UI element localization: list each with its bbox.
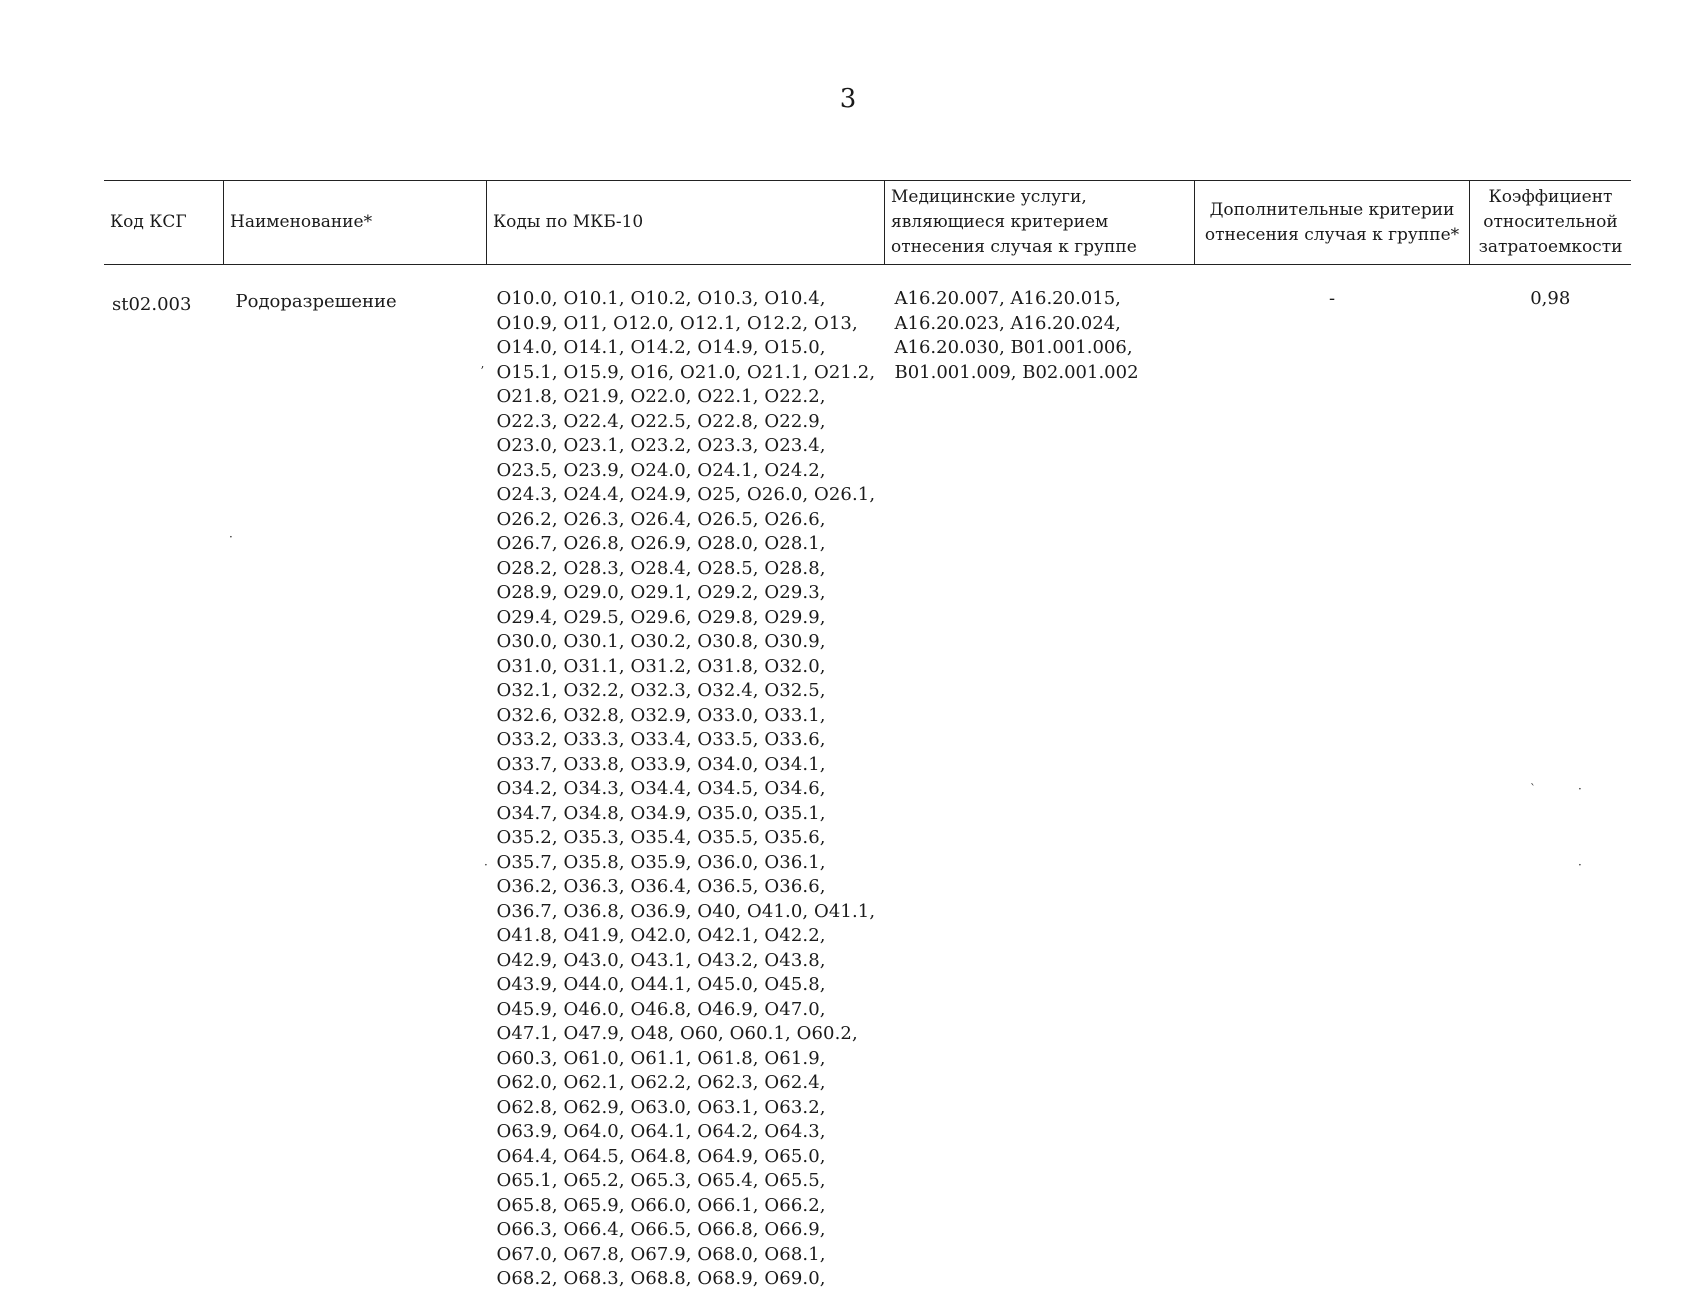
table-header-row xyxy=(104,181,1631,265)
ksg-table xyxy=(104,180,1631,1292)
header-services: Медицинские услуги, являющиеся критерием отнесения случая к группе xyxy=(885,181,1195,265)
header-code: Код КСГ xyxy=(104,181,224,265)
cell-code: st02.003 xyxy=(112,294,192,315)
page-number: 3 xyxy=(839,84,858,114)
header-coefficient: Коэффициент относительной затратоемкости xyxy=(1470,181,1632,265)
cell-services: A16.20.007, A16.20.015, A16.20.023, A16.20.024, A16.20.030, B01.001.006, B01.001.009, B02.001.002 xyxy=(894,288,1139,383)
cell-coefficient: 0,98 xyxy=(1530,288,1571,309)
scan-speck: ˋ xyxy=(1530,782,1536,796)
scan-speck: · xyxy=(229,530,233,544)
cell-name: Родоразрешение xyxy=(235,291,397,312)
ksg-table-container xyxy=(104,180,1623,1292)
scan-speck: ʼ xyxy=(480,364,484,378)
header-extra-criteria: Дополнительные критерии отнесения случая к группе* xyxy=(1195,181,1470,265)
scan-speck: · xyxy=(1578,782,1582,796)
header-mkb: Коды по МКБ-10 xyxy=(487,181,885,265)
scan-speck: · xyxy=(1578,858,1582,872)
header-name: Наименование* xyxy=(224,181,487,265)
cell-extra-criteria: - xyxy=(1328,288,1336,309)
scan-speck: · xyxy=(484,858,488,872)
table-row xyxy=(104,265,1631,1292)
cell-mkb-codes: О10.0, О10.1, О10.2, О10.3, О10.4, О10.9, О11, О12.0, О12.1, О12.2, О13, О14.0, О14.1, О14.2, О14.9, О15.0, О15.1, О15.9, О16, О21.0, О21.1, О21.2, О21.8, О21.9, О22.0, О22.1, О22.2, О22.3, О22.4, О22.5, О22.8, О22.9, О23.0, О23.1, О23.2, О23.3, О23.4, О23.5, О23.9, О24.0, О24.1, О24.2, О24.3, О24.4, О24.9, О25, О26.0, О26.1, О26.2, О26.3, О26.4, О26.5, О26.6, О26.7, О26.8, О26.9, О28.0, О28.1, О28.2, О28.3, О28.4, О28.5, О28.8, О28.9, О29.0, О29.1, О29.2, О29.3, О29.4, О29.5, О29.6, О29.8, О29.9, О30.0, О30.1, О30.2, О30.8, О30.9, О31.0, О31.1, О31.2, О31.8, О32.0, О32.1, О32.2, О32.3, О32.4, О32.5, О32.6, О32.8, О32.9, О33.0, О33.1, О33.2, О33.3, О33.4, О33.5, О33.6, О33.7, О33.8, О33.9, О34.0, О34.1, О34.2, О34.3, О34.4, О34.5, О34.6, О34.7, О34.8, О34.9, О35.0, О35.1, О35.2, О35.3, О35.4, О35.5, О35.6, О35.7, О35.8, О35.9, О36.0, О36.1, О36.2, О36.3, О36.4, О36.5, О36.6, О36.7, О36.8, О36.9, О40, О41.0, О41.1, О41.8, О41.9, О42.0, О42.1, О42.2, О42.9, О43.0, О43.1, О43.2, О43.8, О43.9, О44.0, О44.1, О45.0, О45.8, О45.9, О46.0, О46.8, О46.9, О47.0, О47.1, О47.9, О48, О60, О60.1, О60.2, О60.3, О61.0, О61.1, О61.8, О61.9, О62.0, О62.1, О62.2, О62.3, О62.4, О62.8, О62.9, О63.0, О63.1, О63.2, О63.9, О64.0, О64.1, О64.2, О64.3, О64.4, О64.5, О64.8, О64.9, О65.0, О65.1, О65.2, О65.3, О65.4, О65.5, О65.8, О65.9, О66.0, О66.1, О66.2, О66.3, О66.4, О66.5, О66.8, О66.9, О67.0, О67.8, О67.9, О68.0, О68.1, О68.2, О68.3, О68.8, О68.9, О69.0, xyxy=(496,288,876,1289)
